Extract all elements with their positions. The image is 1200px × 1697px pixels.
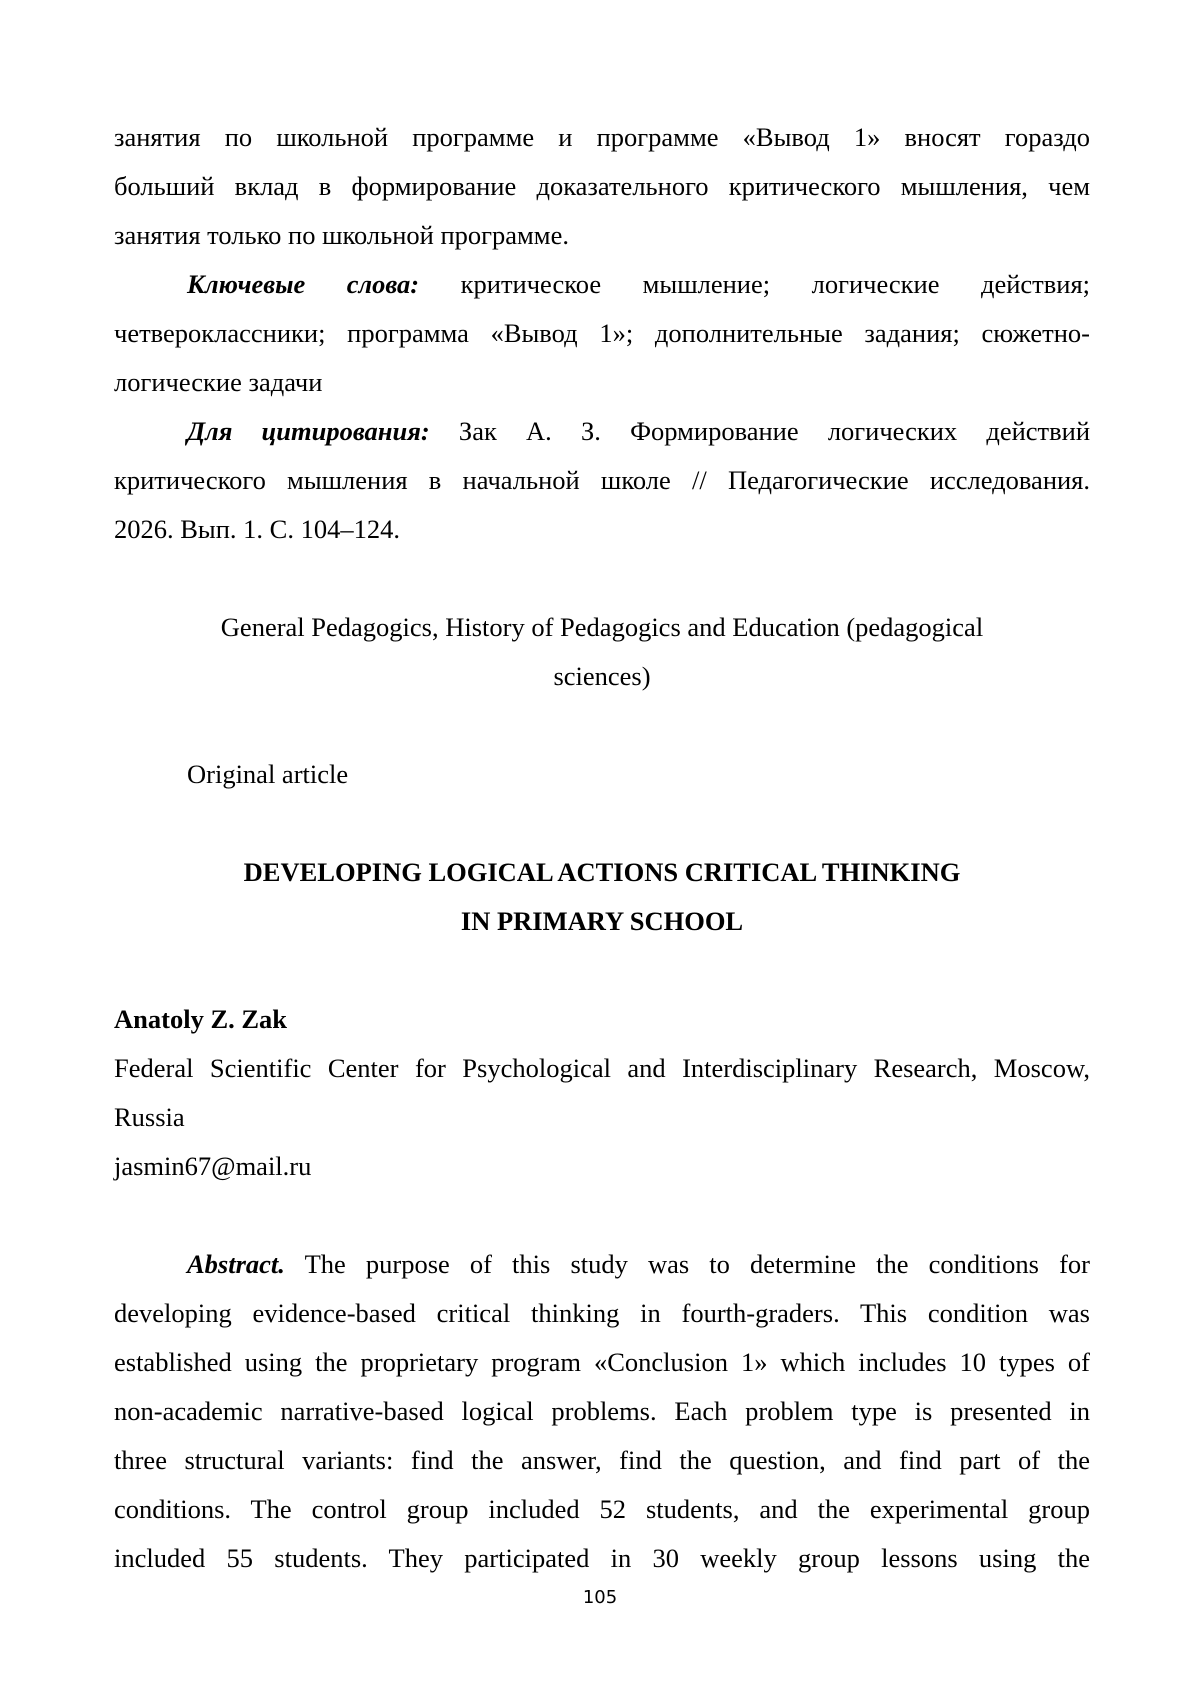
author-affiliation: Federal Scientific Center for Psychological and Interdisciplinary Research, Moscow, bbox=[114, 1053, 1090, 1083]
abstract-line bbox=[114, 1240, 1090, 1289]
citation-line: 2026. Вып. 1. С. 104–124. bbox=[114, 514, 400, 544]
continuation-line: занятия по школьной программе и программе «Вывод 1» вносят гораздо bbox=[114, 122, 1090, 152]
abstract-line: three structural variants: find the answer, find the question, and find part of the bbox=[114, 1445, 1090, 1475]
abstract-line: included 55 students. They participated in 30 weekly group lessons using the bbox=[114, 1543, 1090, 1573]
keywords-text: критическое мышление; логические действия; bbox=[460, 269, 1090, 299]
page-number: 105 bbox=[582, 1587, 618, 1608]
continuation-line: больший вклад в формирование доказательного критического мышления, чем bbox=[114, 171, 1090, 201]
citation-text: Зак А. З. Формирование логических действий bbox=[458, 416, 1091, 446]
article-title-line: IN PRIMARY SCHOOL bbox=[460, 906, 744, 936]
keywords-line bbox=[114, 260, 1090, 309]
article-type: Original article bbox=[187, 759, 349, 789]
author-email: jasmin67@mail.ru bbox=[114, 1151, 312, 1181]
citation-line bbox=[114, 407, 1090, 456]
citation-label: Для цитирования: bbox=[187, 416, 430, 446]
article-title-line: DEVELOPING LOGICAL ACTIONS CRITICAL THINKING bbox=[243, 857, 961, 887]
keywords-label: Ключевые слова: bbox=[187, 269, 420, 299]
abstract-line: established using the proprietary program «Conclusion 1» which includes 10 types of bbox=[114, 1347, 1090, 1377]
keywords-line: четвероклассники; программа «Вывод 1»; дополнительные задания; сюжетно- bbox=[114, 318, 1090, 348]
page-body bbox=[114, 113, 1090, 1583]
author-affiliation: Russia bbox=[114, 1102, 185, 1132]
section-heading-line: sciences) bbox=[553, 661, 651, 691]
citation-line: критического мышления в начальной школе // Педагогические исследования. bbox=[114, 465, 1090, 495]
abstract-line: conditions. The control group included 52 students, and the experimental group bbox=[114, 1494, 1090, 1524]
abstract-label: Abstract. bbox=[187, 1249, 285, 1279]
abstract-line: developing evidence-based critical thinking in fourth-graders. This condition was bbox=[114, 1298, 1090, 1328]
abstract-text: The purpose of this study was to determine the conditions for bbox=[304, 1249, 1090, 1279]
continuation-line: занятия только по школьной программе. bbox=[114, 220, 569, 250]
abstract-line: non-academic narrative-based logical problems. Each problem type is presented in bbox=[114, 1396, 1090, 1426]
author-name: Anatoly Z. Zak bbox=[114, 1004, 288, 1034]
section-heading-line: General Pedagogics, History of Pedagogics and Education (pedagogical bbox=[220, 612, 984, 642]
keywords-line: логические задачи bbox=[114, 367, 323, 397]
